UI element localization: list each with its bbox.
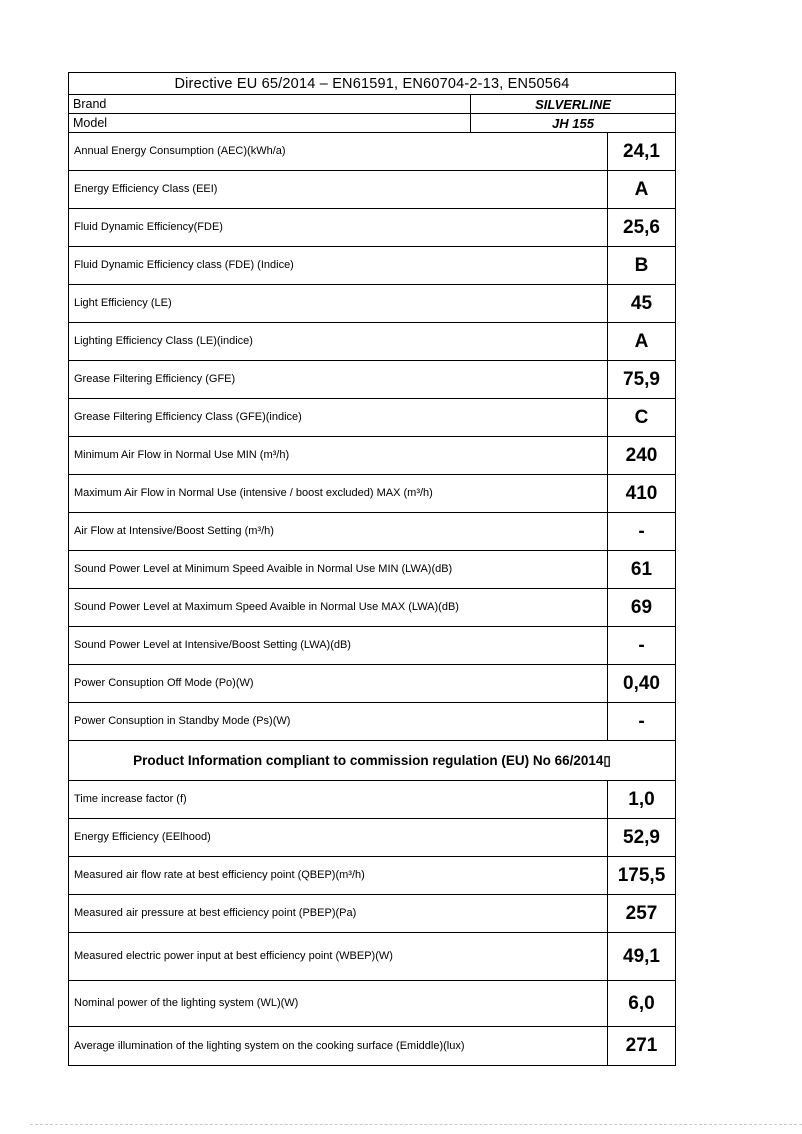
table-row xyxy=(69,819,675,857)
table-row xyxy=(69,171,675,209)
brand-row xyxy=(69,95,675,114)
row-label: Measured electric power input at best efficiency point (WBEP)(W) xyxy=(74,950,393,963)
row-value: 257 xyxy=(607,895,675,932)
row-value: A xyxy=(607,171,675,208)
table-title: Directive EU 65/2014 – EN61591, EN60704-2-13, EN50564 xyxy=(174,75,570,92)
row-value: B xyxy=(607,247,675,284)
table-row xyxy=(69,285,675,323)
row-label: Energy Efficiency (EElhood) xyxy=(74,831,211,844)
row-value: - xyxy=(607,627,675,664)
row-label: Nominal power of the lighting system (WL)(W) xyxy=(74,997,299,1010)
row-label: Maximum Air Flow in Normal Use (intensive / boost excluded) MAX (m³/h) xyxy=(74,487,433,500)
table-row xyxy=(69,513,675,551)
row-label: Power Consuption in Standby Mode (Ps)(W) xyxy=(74,715,291,728)
row-label: Grease Filtering Efficiency (GFE) xyxy=(74,373,236,386)
row-label: Sound Power Level at Minimum Speed Avaible in Normal Use MIN (LWA)(dB) xyxy=(74,563,453,576)
model-row xyxy=(69,114,675,133)
row-value: 69 xyxy=(607,589,675,626)
row-label: Lighting Efficiency Class (LE)(indice) xyxy=(74,335,253,348)
row-label: Light Efficiency (LE) xyxy=(74,297,172,310)
row-value: 24,1 xyxy=(607,133,675,170)
section-header-row xyxy=(69,741,675,781)
row-value: 75,9 xyxy=(607,361,675,398)
row-label: Fluid Dynamic Efficiency class (FDE) (Indice) xyxy=(74,259,294,272)
row-value: 271 xyxy=(607,1027,675,1065)
row-value: A xyxy=(607,323,675,360)
row-label: Annual Energy Consumption (AEC)(kWh/a) xyxy=(74,145,286,158)
page-edge-artifact xyxy=(30,1124,802,1125)
row-label: Grease Filtering Efficiency Class (GFE)(indice) xyxy=(74,411,302,424)
table-row xyxy=(69,399,675,437)
table-row xyxy=(69,933,675,981)
model-value: JH 155 xyxy=(470,114,675,132)
row-label: Time increase factor (f) xyxy=(74,793,187,806)
row-value: 49,1 xyxy=(607,933,675,980)
row-value: 175,5 xyxy=(607,857,675,894)
table-row xyxy=(69,895,675,933)
table-row xyxy=(69,703,675,741)
row-value: - xyxy=(607,513,675,550)
rows-bottom-section xyxy=(69,781,675,1065)
row-label: Sound Power Level at Maximum Speed Avaible in Normal Use MAX (LWA)(dB) xyxy=(74,601,459,614)
table-row xyxy=(69,981,675,1027)
section-header: Product Information compliant to commission regulation (EU) No 66/2014▯ xyxy=(133,752,611,768)
rows-top-section xyxy=(69,133,675,741)
row-value: C xyxy=(607,399,675,436)
table-row xyxy=(69,551,675,589)
row-value: 410 xyxy=(607,475,675,512)
row-value: 52,9 xyxy=(607,819,675,856)
row-value: 25,6 xyxy=(607,209,675,246)
row-label: Average illumination of the lighting system on the cooking surface (Emiddle)(lux) xyxy=(74,1039,465,1052)
model-label: Model xyxy=(73,116,108,130)
table-row xyxy=(69,781,675,819)
row-label: Measured air flow rate at best efficiency point (QBEP)(m³/h) xyxy=(74,869,365,882)
row-label: Sound Power Level at Intensive/Boost Setting (LWA)(dB) xyxy=(74,639,351,652)
table-row xyxy=(69,247,675,285)
table-row xyxy=(69,133,675,171)
row-label: Energy Efficiency Class (EEI) xyxy=(74,183,218,196)
row-label: Measured air pressure at best efficiency point (PBEP)(Pa) xyxy=(74,907,357,920)
row-value: 6,0 xyxy=(607,981,675,1026)
table-row xyxy=(69,1027,675,1065)
brand-label: Brand xyxy=(73,97,107,111)
table-row xyxy=(69,475,675,513)
row-label: Fluid Dynamic Efficiency(FDE) xyxy=(74,221,223,234)
table-row xyxy=(69,665,675,703)
row-value: 240 xyxy=(607,437,675,474)
row-label: Air Flow at Intensive/Boost Setting (m³/h) xyxy=(74,525,274,538)
row-value: 61 xyxy=(607,551,675,588)
row-value: 45 xyxy=(607,285,675,322)
table-row xyxy=(69,323,675,361)
row-value: 0,40 xyxy=(607,665,675,702)
table-row xyxy=(69,437,675,475)
brand-value: SILVERLINE xyxy=(470,95,675,113)
table-row xyxy=(69,589,675,627)
table-row xyxy=(69,361,675,399)
spec-table xyxy=(68,72,676,1066)
row-label: Power Consuption Off Mode (Po)(W) xyxy=(74,677,254,690)
table-row xyxy=(69,857,675,895)
row-value: 1,0 xyxy=(607,781,675,818)
table-row xyxy=(69,627,675,665)
table-row xyxy=(69,209,675,247)
table-title-row xyxy=(69,73,675,95)
row-label: Minimum Air Flow in Normal Use MIN (m³/h) xyxy=(74,449,290,462)
row-value: - xyxy=(607,703,675,740)
